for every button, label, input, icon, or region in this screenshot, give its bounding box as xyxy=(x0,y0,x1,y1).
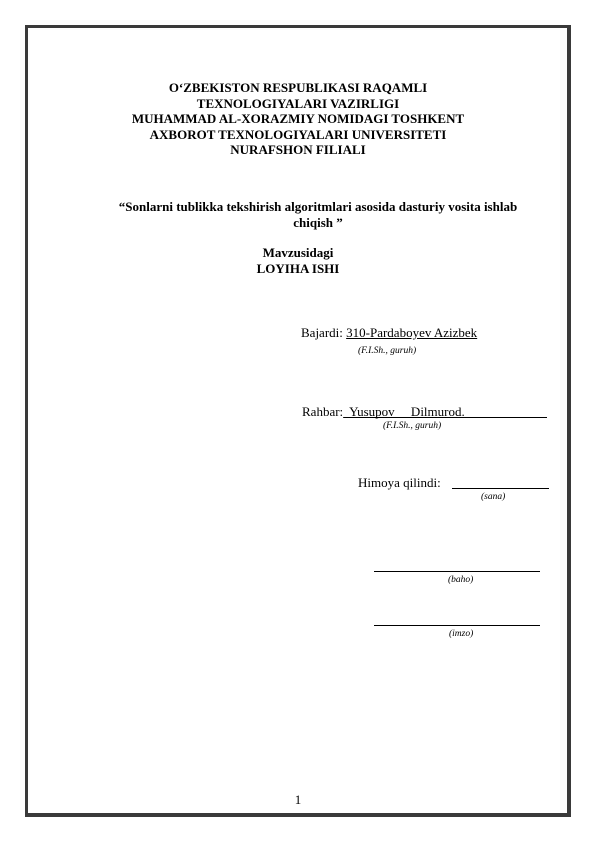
mavzusidagi-label: Mavzusidagi xyxy=(262,245,334,260)
baho-line xyxy=(374,571,540,572)
imzo-note: (imzo) xyxy=(449,629,474,639)
rahbar-note: (F.I.Sh., guruh) xyxy=(383,421,442,431)
rahbar-value: Yusupov Dilmurod. xyxy=(343,404,472,419)
bajardi-row xyxy=(301,325,477,341)
header-line-1: O‘ZBEKISTON RESPUBLIKASI RAQAMLI xyxy=(168,80,428,95)
himoya-note: (sana) xyxy=(481,492,506,502)
work-type xyxy=(0,245,596,277)
himoya-date-line xyxy=(452,488,549,489)
rahbar-underline xyxy=(344,417,547,418)
imzo-line xyxy=(374,625,540,626)
header-line-4: AXBOROT TEXNOLOGIYALARI UNIVERSITETI xyxy=(149,126,447,142)
himoya-label: Himoya qilindi: xyxy=(358,475,444,490)
baho-note: (baho) xyxy=(448,575,474,585)
bajardi-value: 310-Pardaboyev Azizbek xyxy=(346,325,478,340)
title-line-1: “Sonlarni tublikka tekshirish algoritmlari asosida dasturiy vosita ishlab xyxy=(118,199,518,214)
rahbar-label: Rahbar: xyxy=(302,404,344,419)
himoya-row xyxy=(358,475,444,491)
page-number: 1 xyxy=(294,792,302,807)
title-line-2: chiqish ” xyxy=(293,215,343,230)
institution-header xyxy=(0,80,596,158)
header-line-3: MUHAMMAD AL-XORAZMIY NOMIDAGI TOSHKENT xyxy=(131,111,465,126)
header-line-2: TEXNOLOGIYALARI VAZIRLIGI xyxy=(196,95,400,111)
bajardi-note: (F.I.Sh., guruh) xyxy=(358,346,417,356)
project-title xyxy=(80,199,556,231)
work-type-label: LOYIHA ISHI xyxy=(256,261,340,276)
header-line-5: NURAFSHON FILIALI xyxy=(230,142,366,157)
bajardi-label: Bajardi: xyxy=(301,325,347,340)
